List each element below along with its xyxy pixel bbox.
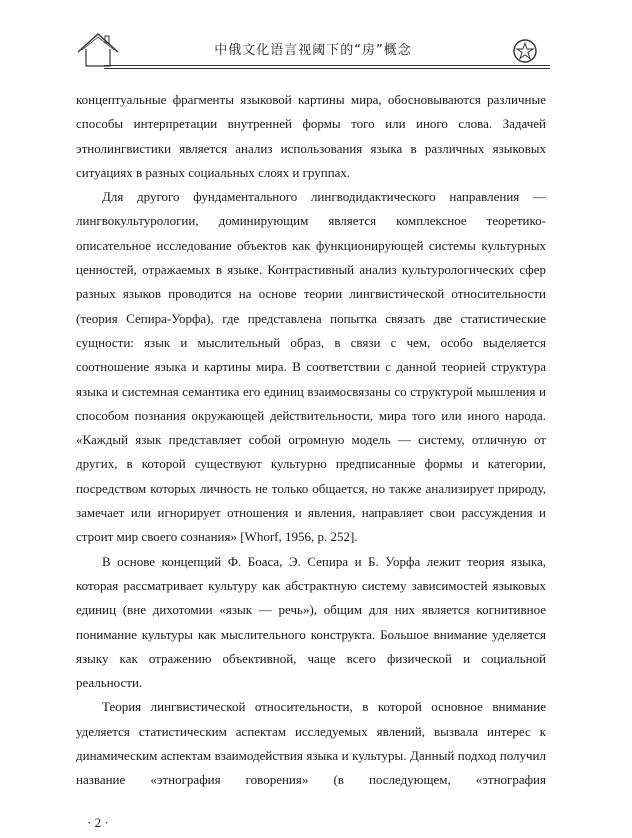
body-text (76, 88, 546, 793)
paragraph-1: концептуальные фрагменты языковой картины мира, обосновываются различные способы интерпретации внутренней формы того или иного слова. Задачей этнолингвистики является анализ использования языка в различных языковых ситуациях в разных социальных слоях и группах. (76, 92, 546, 180)
paragraph-3: В основе концепций Ф. Боаса, Э. Сепира и Б. Уорфа лежит теория языка, которая рассматривает культуру как абстрактную систему зависимостей языковых единиц (вне дихотомии «язык — речь»), общим для них является когнитивное понимание культуры как мыслительного конструкта. Большое внимание уделяется языку как отражению объективной, чаще всего физической и социальной реальности. (76, 553, 546, 691)
header-rule (104, 65, 550, 66)
page-number: · 2 · (87, 815, 109, 830)
paragraph-2: Для другого фундаментального лингводидактического направления — лингвокультурологии, доминирующим является комплексное теоретико-описательное исследование объектов как функционирующей системы культурных ценностей, отражаемых в языке. Контрастивный анализ культурологических сфер разных языков проводится на основе теории лингвистической относительности (теория Сепира-Уорфа), где представлена попытка связать две статистические сущности: язык и мыслительный образ, в связи с чем, особо выделяется соотношение языка и картины мира. В соответствии с данной теорией структура языка и системная семантика его единиц взаимосвязаны со структурой мышления и способом познания окружающей действительности, мира того или иного народа. «Каждый язык представляет собой огромную модель — систему, отличную от других, в которой существуют культурно предписанные формы и категории, посредством которых личность не только общается, но также анализирует природу, замечает или игнорирует отношения и явления, направляет свои рассуждения и строит мир своего сознания» [Whorf, 1956, p. 252]. (76, 189, 546, 545)
running-header (76, 30, 550, 70)
star-icon (512, 38, 538, 64)
header-title: 中俄文化语言视阈下的“房”概念 (214, 43, 412, 58)
paragraph-4: Теория лингвистической относительности, в которой основное внимание уделяется статистическим аспектам исследуемых явлений, вызвала интерес к динамическим аспектам взаимодействия языка и культуры. Данный подход получил название «этнография говорения» (в последующем, «этнография (76, 699, 546, 788)
header-rule-thin (104, 68, 550, 69)
